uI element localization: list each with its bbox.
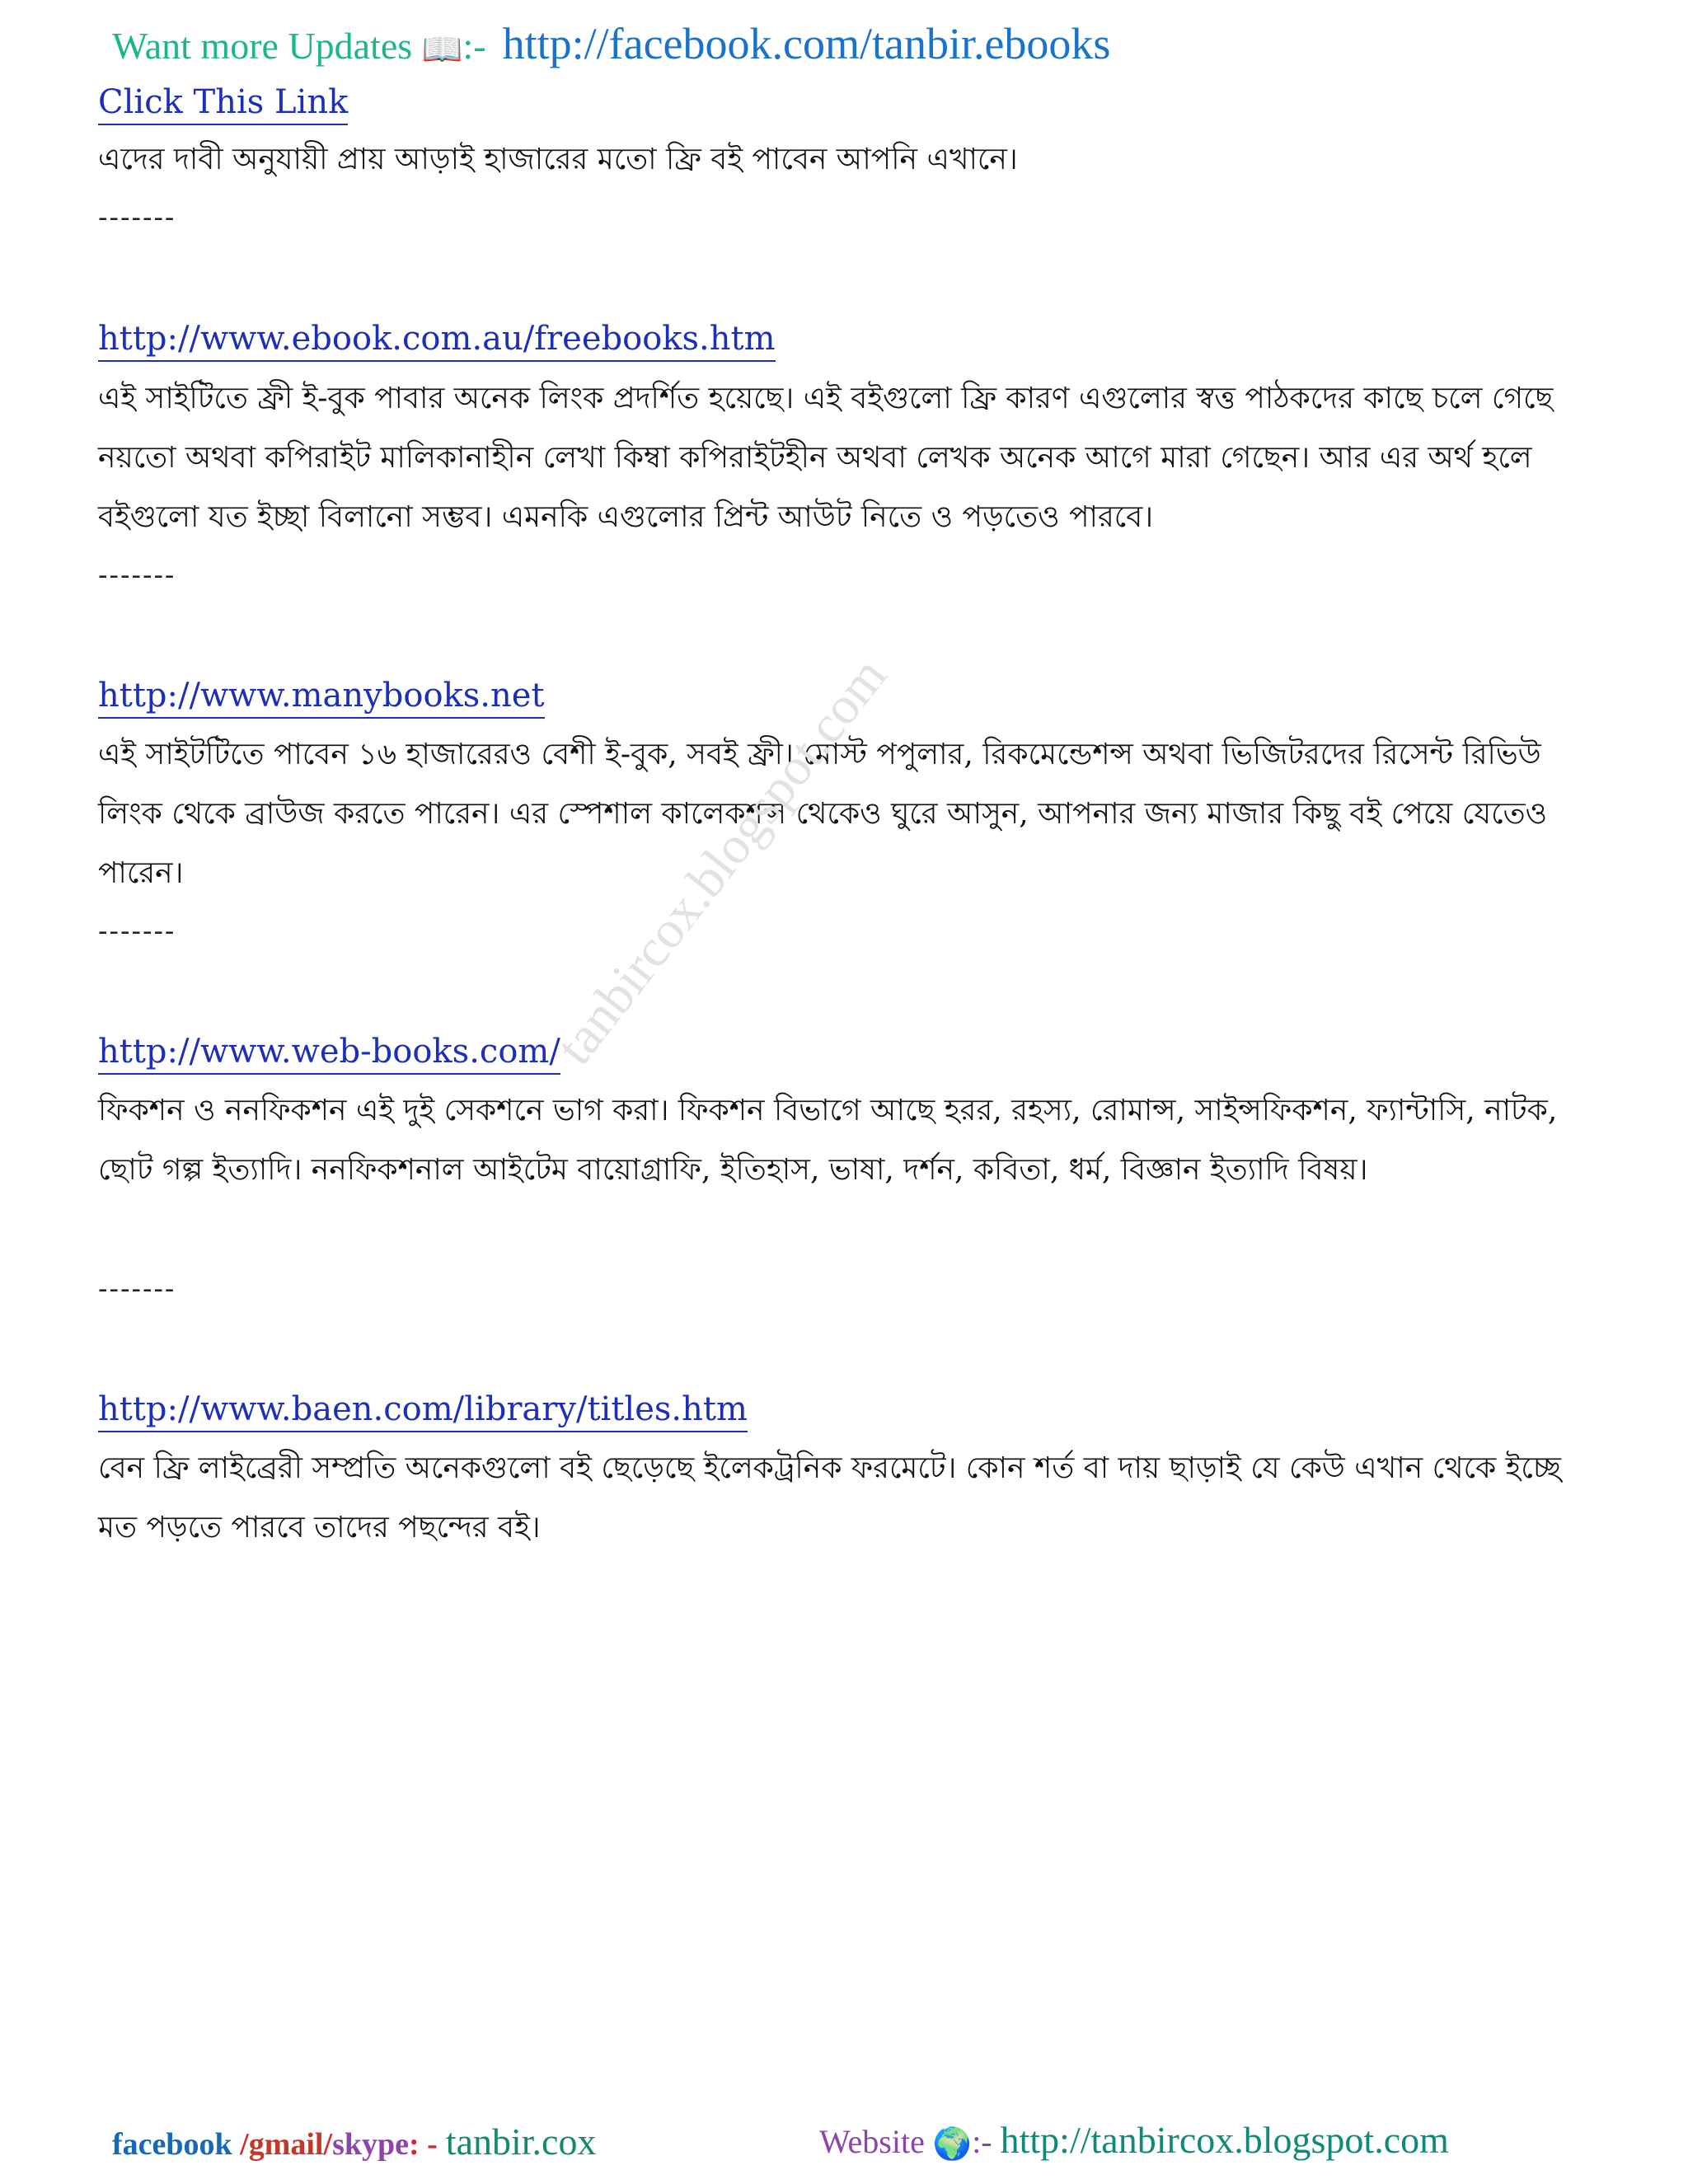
divider-4: ------- bbox=[98, 1272, 176, 1305]
divider-3: ------- bbox=[98, 915, 176, 948]
blog-watermark: tanbircox.blogspot.com bbox=[544, 646, 898, 1076]
click-this-link[interactable]: Click This Link bbox=[98, 81, 348, 125]
footer-website bbox=[819, 2118, 1449, 2163]
manybooks-description: এই সাইটটিতে পাবেন ১৬ হাজারেরও বেশী ই-বুক, সবই ফ্রী। মোস্ট পপুলার, রিকমেন্ডেশন্স অথবা ভিজিটরদের রিসেন্ট রিভিউ লিংক থেকে ব্রাউজ করতে পারেন। এর স্পেশাল কালেকশন্স থেকেও ঘুরে আসুন, আপনার জন্য মাজার কিছু বই পেয়ে যেতেও পারেন। bbox=[98, 738, 1548, 890]
facebook-page-link[interactable]: http://facebook.com/tanbir.ebooks bbox=[502, 19, 1111, 68]
ebook-com-au-description: এই সাইটিতে ফ্রী ই-বুক পাবার অনেক লিংক প্রদর্শিত হয়েছে। এই বইগুলো ফ্রি কারণ এগুলোর স্বত্ত পাঠকদের কাছে চলে গেছে নয়তো অথবা কপিরাইট মালিকানাহীন লেখা কিম্বা কপিরাইটহীন অথবা লেখক অনেক আগে মারা গেছেন। আর এর অর্থ হলে বইগুলো যত ইচ্ছা বিলানো সম্ভব। এমনকি এগুলোর প্রিন্ট আউট নিতে ও পড়তেও পারবে। bbox=[98, 382, 1554, 534]
web-books-description: ফিকশন ও ননফিকশন এই দুই সেকশনে ভাগ করা। ফিকশন বিভাগে আছে হরর, রহস্য, রোমান্স, সাইন্সফিকশন, ফ্যান্টাসি, নাটক, ছোট গল্প ইত্যাদি। ননফিকশনাল আইটেম বায়োগ্রাফি, ইতিহাস, ভাষা, দর্শন, কবিতা, ধর্ম, বিজ্ঞান ইত্যাদি বিষয়। bbox=[98, 1094, 1558, 1187]
intro-paragraph: এদের দাবী অনুযায়ী প্রায় আড়াই হাজারের মতো ফ্রি বই পাবেন আপনি এখানে। bbox=[98, 143, 1018, 176]
web-books-link[interactable]: http://www.web-books.com/ bbox=[98, 1030, 560, 1075]
footer-contact bbox=[112, 2120, 596, 2163]
footer-handle: tanbir.cox bbox=[445, 2121, 597, 2163]
header-separator: :- bbox=[462, 25, 486, 67]
footer-colon: : - bbox=[408, 2127, 438, 2162]
globe-icon: 🌍 bbox=[932, 2127, 973, 2162]
footer-skype-label: skype bbox=[332, 2127, 409, 2162]
footer-website-label: Website bbox=[819, 2123, 933, 2160]
manybooks-link[interactable]: http://www.manybooks.net bbox=[98, 674, 545, 719]
want-more-updates-label: Want more Updates bbox=[112, 25, 422, 67]
footer-website-link[interactable]: http://tanbircox.blogspot.com bbox=[1000, 2119, 1449, 2161]
divider-1: ------- bbox=[98, 201, 176, 234]
footer-website-separator: :- bbox=[972, 2123, 992, 2160]
footer-slash-2: / bbox=[323, 2127, 333, 2162]
footer-facebook-label: facebook bbox=[112, 2127, 241, 2162]
header-banner bbox=[112, 18, 1110, 69]
ebook-com-au-link[interactable]: http://www.ebook.com.au/freebooks.htm bbox=[98, 317, 776, 362]
baen-library-description: বেন ফ্রি লাইব্রেরী সম্প্রতি অনেকগুলো বই ছেড়েছে ইলেকট্রনিক ফরমেটে। কোন শর্ত বা দায় ছাড়াই যে কেউ এখান থেকে ইচ্ছে মত পড়তে পারবে তাদের পছন্দের বই। bbox=[98, 1451, 1561, 1544]
baen-library-link[interactable]: http://www.baen.com/library/titles.htm bbox=[98, 1388, 748, 1432]
book-icon: 📖 bbox=[421, 30, 463, 68]
footer-slash-1: / bbox=[240, 2127, 249, 2162]
divider-2: ------- bbox=[98, 559, 176, 592]
footer-gmail-label: gmail bbox=[248, 2127, 324, 2162]
